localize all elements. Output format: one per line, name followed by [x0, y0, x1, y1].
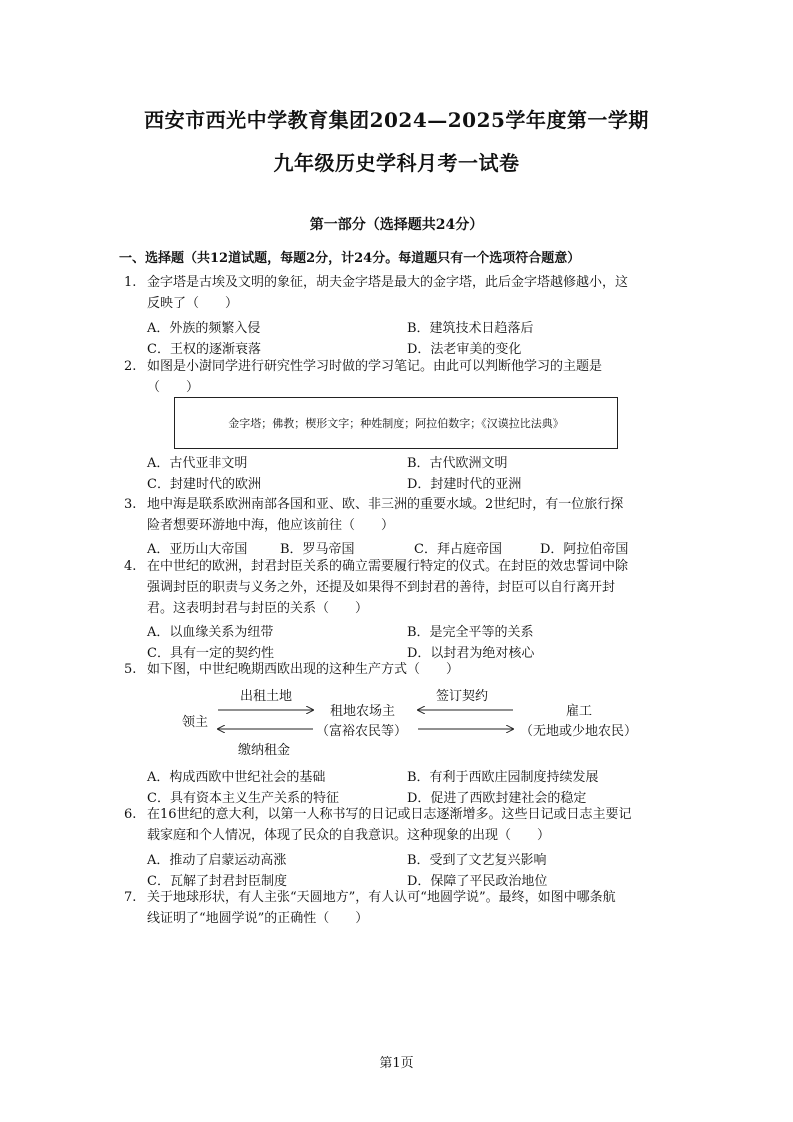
stem-line: 君。这表明封君与封臣的关系（ ）: [147, 601, 369, 616]
option-b[interactable]: B．建筑技术日趋落后: [407, 321, 534, 336]
question-1: [124, 272, 684, 314]
stem-line: 在中世纪的欧洲，封君封臣关系的确立需要履行特定的仪式。在封臣的效忠誓词中除: [147, 559, 629, 574]
option-d[interactable]: D．封建时代的亚洲: [407, 477, 522, 492]
part-header: 一、选择题（共12道试题，每题2分，计24分。每道题只有一个选项符合题意）: [119, 251, 581, 266]
question-stem: [147, 659, 684, 680]
study-note-text: 金字塔；佛教；楔形文字；种姓制度；阿拉伯数字；《汉谟拉比法典》: [228, 417, 564, 430]
question-stem: [147, 494, 684, 536]
question-number: 6.: [124, 807, 137, 822]
option-c[interactable]: C．具有资本主义生产关系的特征: [147, 791, 339, 806]
option-a[interactable]: A．古代亚非文明: [147, 456, 248, 471]
option-c[interactable]: C．王权的逐渐衰落: [147, 342, 261, 357]
question-2: [124, 356, 684, 398]
stem-line: 反映了（ ）: [147, 296, 239, 311]
question-number: 3.: [124, 497, 137, 512]
question-number: 4.: [124, 559, 137, 574]
stem-line: 线证明了“地圆学说”的正确性（ ）: [147, 911, 369, 926]
question-3: [124, 494, 684, 536]
stem-line: 关于地球形状，有人主张“天圆地方”，有人认可“地圆学说”。最终，如图中哪条航: [147, 890, 616, 905]
label-sign-contract: 签订契约: [436, 689, 489, 704]
option-b[interactable]: B．古代欧洲文明: [407, 456, 508, 471]
question-4: [124, 556, 684, 619]
option-c[interactable]: C．封建时代的欧洲: [147, 477, 261, 492]
page-number: 第1页: [379, 1056, 414, 1071]
question-stem: [147, 804, 684, 846]
option-c[interactable]: C．具有一定的契约性: [147, 646, 274, 661]
stem-line: 金字塔是古埃及文明的象征，胡夫金字塔是最大的金字塔，此后金字塔越修越小，这: [147, 275, 629, 290]
option-d[interactable]: D．阿拉伯帝国: [540, 542, 629, 557]
option-b[interactable]: B．受到了文艺复兴影响: [407, 853, 547, 868]
label-rent-land: 出租土地: [240, 689, 293, 704]
label-worker-note: （无地或少地农民）: [520, 724, 638, 739]
exam-title-line1: 西安市西光中学教育集团2024—2025学年度第一学期: [144, 108, 649, 132]
production-mode-diagram: [170, 684, 650, 764]
question-number: 1.: [124, 275, 137, 290]
question-stem: [147, 272, 684, 314]
question-number: 2.: [124, 359, 137, 374]
option-c[interactable]: C．拜占庭帝国: [414, 542, 502, 557]
question-5: [124, 659, 684, 680]
option-b[interactable]: B．有利于西欧庄园制度持续发展: [407, 770, 599, 785]
label-hired-worker: 雇工: [566, 704, 593, 719]
option-b[interactable]: B．是完全平等的关系: [407, 625, 534, 640]
question-number: 7.: [124, 890, 137, 905]
question-stem: [147, 887, 684, 929]
option-a[interactable]: A．亚历山大帝国: [147, 542, 248, 557]
label-pay-rent: 缴纳租金: [238, 743, 291, 758]
label-lord: 领主: [182, 715, 209, 730]
stem-line: 在16世纪的意大利，以第一人称书写的日记或日志逐渐增多。这些日记或日志主要记: [147, 807, 632, 822]
label-tenant-note: （富裕农民等）: [316, 724, 408, 739]
stem-line: （ ）: [147, 380, 200, 395]
section-title: 第一部分（选择题共24分）: [309, 217, 484, 233]
stem-line: 载家庭和个人情况，体现了民众的自我意识。这种现象的出现（ ）: [147, 828, 551, 843]
label-tenant-farmer: 租地农场主: [330, 704, 396, 719]
question-7: [124, 887, 684, 929]
stem-line: 如下图，中世纪晚期西欧出现的这种生产方式（ ）: [147, 662, 460, 677]
option-c[interactable]: C．瓦解了封君封臣制度: [147, 874, 287, 889]
option-a[interactable]: A．推动了启蒙运动高涨: [147, 853, 287, 868]
option-a[interactable]: A．以血缘关系为纽带: [147, 625, 274, 640]
option-d[interactable]: D．促进了西欧封建社会的稳定: [407, 791, 587, 806]
option-d[interactable]: D．保障了平民政治地位: [407, 874, 548, 889]
stem-line: 强调封臣的职责与义务之外，还提及如果得不到封君的善待，封臣可以自行离开封: [147, 580, 616, 595]
option-d[interactable]: D．以封君为绝对核心: [407, 646, 535, 661]
question-6: [124, 804, 684, 846]
question-stem: [147, 356, 684, 398]
option-b[interactable]: B．罗马帝国: [280, 542, 355, 557]
option-a[interactable]: A．构成西欧中世纪社会的基础: [147, 770, 326, 785]
study-note-box: [174, 397, 618, 449]
stem-line: 险者想要环游地中海，他应该前往（ ）: [147, 518, 395, 533]
question-number: 5.: [124, 662, 137, 677]
exam-title-line2: 九年级历史学科月考一试卷: [273, 151, 520, 175]
option-d[interactable]: D．法老审美的变化: [407, 342, 522, 357]
option-a[interactable]: A．外族的频繁入侵: [147, 321, 261, 336]
question-stem: [147, 556, 684, 619]
stem-line: 如图是小澍同学进行研究性学习时做的学习笔记。由此可以判断他学习的主题是: [147, 359, 603, 374]
stem-line: 地中海是联系欧洲南部各国和亚、欧、非三洲的重要水域。2世纪时，有一位旅行探: [147, 497, 624, 512]
